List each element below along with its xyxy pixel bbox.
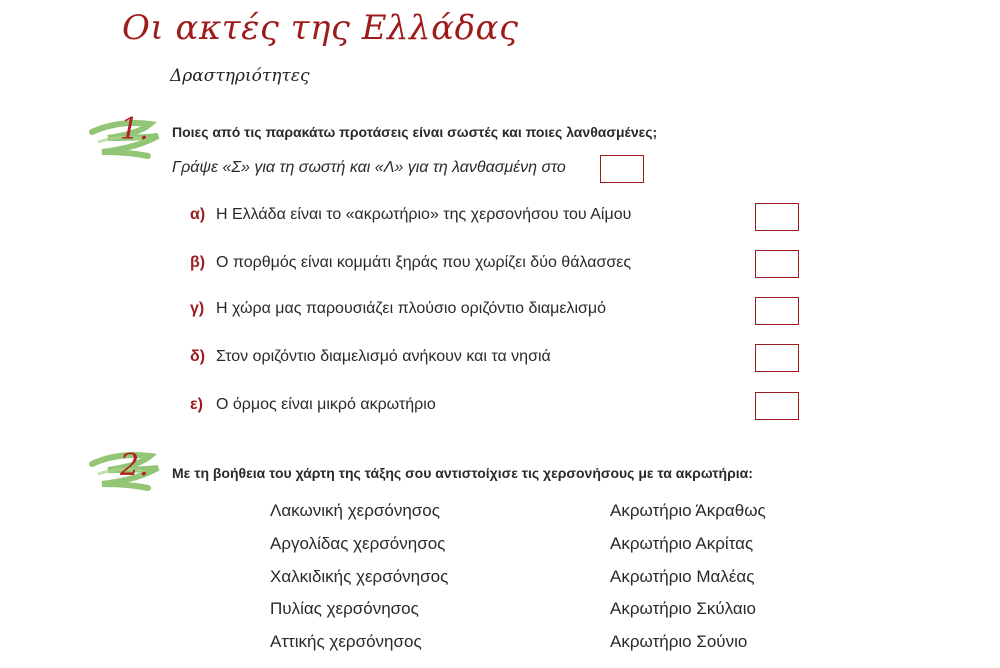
answer-box-e[interactable] — [755, 392, 799, 420]
statement-letter: ε) — [190, 396, 203, 413]
cape-item: Ακρωτήριο Ακρίτας — [610, 534, 754, 553]
statement-letter: β) — [190, 254, 206, 271]
exercise-1-number: 1. — [120, 112, 149, 147]
peninsula-item: Πυλίας χερσόνησος — [270, 599, 419, 618]
answer-box-d[interactable] — [755, 344, 799, 372]
cape-item: Ακρωτήριο Άκραθως — [610, 501, 766, 520]
statement-d — [190, 348, 551, 366]
exercise-2-question: Με τη βοήθεια του χάρτη της τάξης σου αντιστοίχισε τις χερσονήσους με τα ακρωτήρια: — [172, 465, 753, 481]
page-subtitle: Δραστηριότητες — [170, 66, 310, 86]
statement-b — [190, 254, 631, 272]
statement-letter: α) — [190, 206, 206, 223]
statement-text: Ο όρμος είναι μικρό ακρωτήριο — [216, 396, 436, 413]
answer-box-c[interactable] — [755, 297, 799, 325]
statement-c — [190, 300, 606, 318]
exercise-2-number: 2. — [120, 448, 149, 483]
statement-text: Ο πορθμός είναι κομμάτι ξηράς που χωρίζει δύο θάλασσες — [216, 254, 632, 271]
peninsula-item: Αττικής χερσόνησος — [270, 632, 422, 651]
exercise-1-instruction: Γράψε «Σ» για τη σωστή και «Λ» για τη λανθασμένη στο — [172, 159, 566, 176]
page-title: Οι ακτές της Ελλάδας — [122, 8, 519, 48]
statement-a — [190, 206, 631, 224]
statement-text: Η Ελλάδα είναι το «ακρωτήριο» της χερσονήσου του Αίμου — [216, 206, 632, 223]
statement-letter: δ) — [190, 348, 206, 365]
cape-item: Ακρωτήριο Σκύλαιο — [610, 599, 756, 618]
peninsula-item: Χαλκιδικής χερσόνησος — [270, 567, 449, 586]
statement-letter: γ) — [190, 300, 205, 317]
statement-e — [190, 396, 436, 414]
answer-box-a[interactable] — [755, 203, 799, 231]
legend-answer-box — [600, 155, 644, 183]
peninsula-item: Αργολίδας χερσόνησος — [270, 534, 446, 553]
exercise-1-question: Ποιες από τις παρακάτω προτάσεις είναι σωστές και ποιες λανθασμένες; — [172, 124, 658, 140]
statement-text: Στον οριζόντιο διαμελισμό ανήκουν και τα νησιά — [216, 348, 551, 365]
peninsula-item: Λακωνική χερσόνησος — [270, 501, 440, 520]
cape-item: Ακρωτήριο Μαλέας — [610, 567, 755, 586]
statement-text: Η χώρα μας παρουσιάζει πλούσιο οριζόντιο διαμελισμό — [216, 300, 607, 317]
answer-box-b[interactable] — [755, 250, 799, 278]
cape-item: Ακρωτήριο Σούνιο — [610, 632, 748, 651]
